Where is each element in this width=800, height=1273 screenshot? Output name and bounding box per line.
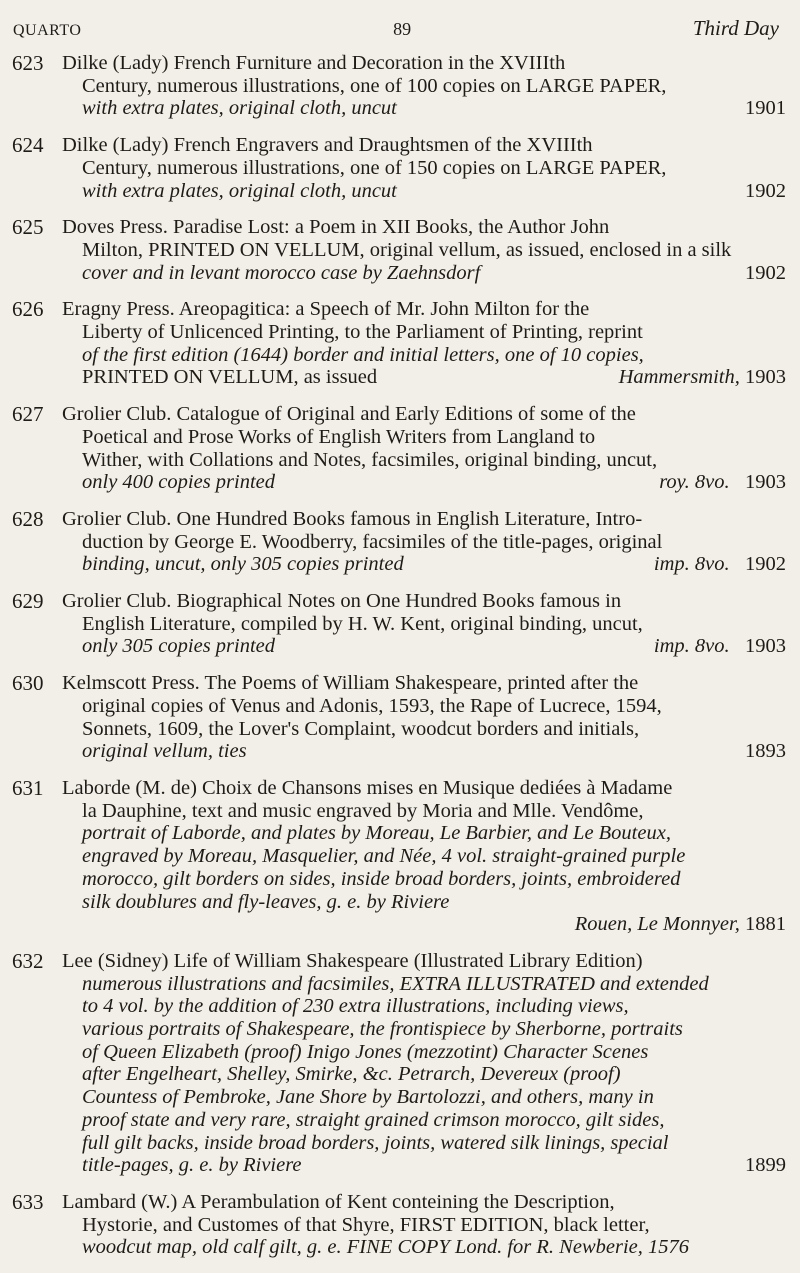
lot-line: duction by George E. Woodberry, facsimiles of the title-pages, original [82,530,663,553]
lot-description [62,403,786,494]
lot-line: woodcut map, old calf gilt, g. e. FINE COPY Lond. for R. Newberie, 1576 [82,1236,690,1259]
lot-line: with extra plates, original cloth, uncut [82,179,397,202]
lot-line: Laborde (M. de) Choix de Chansons mises en Musique dediées à Madame [62,776,673,799]
lot-line: Grolier Club. One Hundred Books famous in English Literature, Intro- [62,507,643,530]
lot-entry [10,950,786,1177]
lot-number: 630 [12,671,44,696]
lot-date: 1902 [745,553,786,576]
lot-entry [10,777,786,936]
lot-number: 629 [12,589,44,614]
lot-imprint: imp. 8vo. [653,553,730,576]
lot-date: 1901 [745,97,786,120]
header-sale-day: Third Day [692,16,779,40]
lot-entry [10,1191,786,1259]
lot-line: Dilke (Lady) French Furniture and Decoration in the XVIIIth [62,52,566,74]
lot-number: 633 [12,1189,44,1214]
lot-date: 1903 [745,471,786,494]
lot-number: 628 [12,506,44,531]
lot-line: Countess of Pembroke, Jane Shore by Bartolozzi, and others, many in [82,1086,654,1109]
lot-line: engraved by Moreau, Masquelier, and Née, 4 vol. straight-grained purple [82,845,686,868]
lot-date: 1902 [745,179,786,202]
lot-line: morocco, gilt borders on sides, inside broad borders, joints, embroidered [82,867,681,890]
lot-entry [10,298,786,389]
lot-entry [10,508,786,576]
lot-description [62,508,786,576]
lot-line: Grolier Club. Biographical Notes on One Hundred Books famous in [62,590,622,613]
lot-entry [10,134,786,202]
lot-date: 1881 [745,913,786,936]
lot-number: 624 [12,133,44,158]
lot-entry [10,216,786,284]
lot-line: only 305 copies printed [82,635,276,658]
lot-line: English Literature, compiled by H. W. Kent, original binding, uncut, [82,612,643,635]
lot-line: Century, numerous illustrations, one of 100 copies on LARGE PAPER, [82,74,667,97]
lot-description [62,672,786,763]
lot-entry [10,52,786,120]
lot-date: 1903 [745,366,786,389]
lot-line: Hystorie, and Customes of that Shyre, FIRST EDITION, black letter, [82,1213,650,1236]
page-header [13,16,779,41]
lot-description [62,1191,786,1259]
lot-number: 623 [12,51,44,75]
lot-description [62,590,786,658]
header-format: QUARTO [13,22,82,39]
lot-line: Dilke (Lady) French Engravers and Draughtsmen of the XVIIIth [62,134,593,157]
lot-entry [10,672,786,763]
lot-line: proof state and very rare, straight grained crimson morocco, gilt sides, [82,1108,665,1131]
lot-line: with extra plates, original cloth, uncut [82,97,397,120]
lot-line: original copies of Venus and Adonis, 1593, the Rape of Lucrece, 1594, [82,694,662,717]
lot-line: Kelmscott Press. The Poems of William Shakespeare, printed after the [62,672,639,695]
lot-date: 1893 [745,740,786,763]
lot-line: Grolier Club. Catalogue of Original and Early Editions of some of the [62,403,636,426]
lot-description [62,52,786,120]
lot-line: Century, numerous illustrations, one of 150 copies on LARGE PAPER, [82,156,667,179]
lot-line: to 4 vol. by the addition of 230 extra illustrations, including views, [82,995,629,1018]
lot-line: PRINTED ON VELLUM, as issued [82,366,378,389]
lot-number: 632 [12,948,44,973]
lot-entry [10,590,786,658]
lot-date: 1903 [745,635,786,658]
lot-list [10,52,786,1273]
lot-description [62,298,786,389]
lot-description [62,216,786,284]
lot-line: Doves Press. Paradise Lost: a Poem in XII Books, the Author John [62,216,610,239]
lot-description [62,134,786,202]
lot-line: la Dauphine, text and music engraved by Moria and Mlle. Vendôme, [82,799,644,822]
lot-line: full gilt backs, inside broad borders, joints, watered silk linings, special [82,1131,669,1154]
lot-line: cover and in levant morocco case by Zaehnsdorf [82,261,481,284]
lot-entry [10,403,786,494]
lot-description [62,777,786,936]
lot-line: Liberty of Unlicenced Printing, to the Parliament of Printing, reprint [82,321,643,344]
lot-number: 626 [12,297,44,322]
page-number: 89 [393,19,412,39]
lot-line: Milton, PRINTED ON VELLUM, original vellum, as issued, enclosed in a silk [82,238,732,261]
lot-date: 1899 [745,1154,786,1177]
lot-imprint: Hammersmith, [618,366,740,389]
lot-imprint: imp. 8vo. [653,635,730,658]
lot-imprint: roy. 8vo. [659,471,730,494]
lot-line: Eragny Press. Areopagitica: a Speech of Mr. John Milton for the [62,298,590,321]
lot-line: title-pages, g. e. by Riviere [82,1154,302,1177]
lot-number: 631 [12,775,44,800]
lot-line: of Queen Elizabeth (proof) Inigo Jones (mezzotint) Character Scenes [82,1040,649,1063]
lot-line: silk doublures and fly-leaves, g. e. by Riviere [82,890,450,913]
lot-number: 627 [12,402,44,427]
lot-line: of the first edition (1644) border and initial letters, one of 10 copies, [82,343,644,366]
lot-line: various portraits of Shakespeare, the frontispiece by Sherborne, portraits [82,1018,683,1041]
lot-date: 1902 [745,261,786,284]
lot-line: only 400 copies printed [82,471,276,494]
lot-line: numerous illustrations and facsimiles, EXTRA ILLUSTRATED and extended [82,972,709,995]
lot-line: Wither, with Collations and Notes, facsimiles, original binding, uncut, [82,448,658,471]
lot-line: Lambard (W.) A Perambulation of Kent conteining the Description, [62,1190,615,1213]
lot-line: Poetical and Prose Works of English Writers from Langland to [82,425,596,448]
lot-description [62,950,786,1177]
lot-imprint: Rouen, Le Monnyer, [574,913,740,936]
lot-line: original vellum, ties [82,740,247,763]
lot-line: binding, uncut, only 305 copies printed [82,553,404,576]
lot-line: Sonnets, 1609, the Lover's Complaint, woodcut borders and initials, [82,717,640,740]
lot-number: 625 [12,215,44,240]
lot-line: Lee (Sidney) Life of William Shakespeare (Illustrated Library Edition) [62,949,643,972]
lot-line: after Engelheart, Shelley, Smirke, &c. Petrarch, Devereux (proof) [82,1063,621,1086]
lot-line: portrait of Laborde, and plates by Moreau, Le Barbier, and Le Bouteux, [82,822,671,845]
